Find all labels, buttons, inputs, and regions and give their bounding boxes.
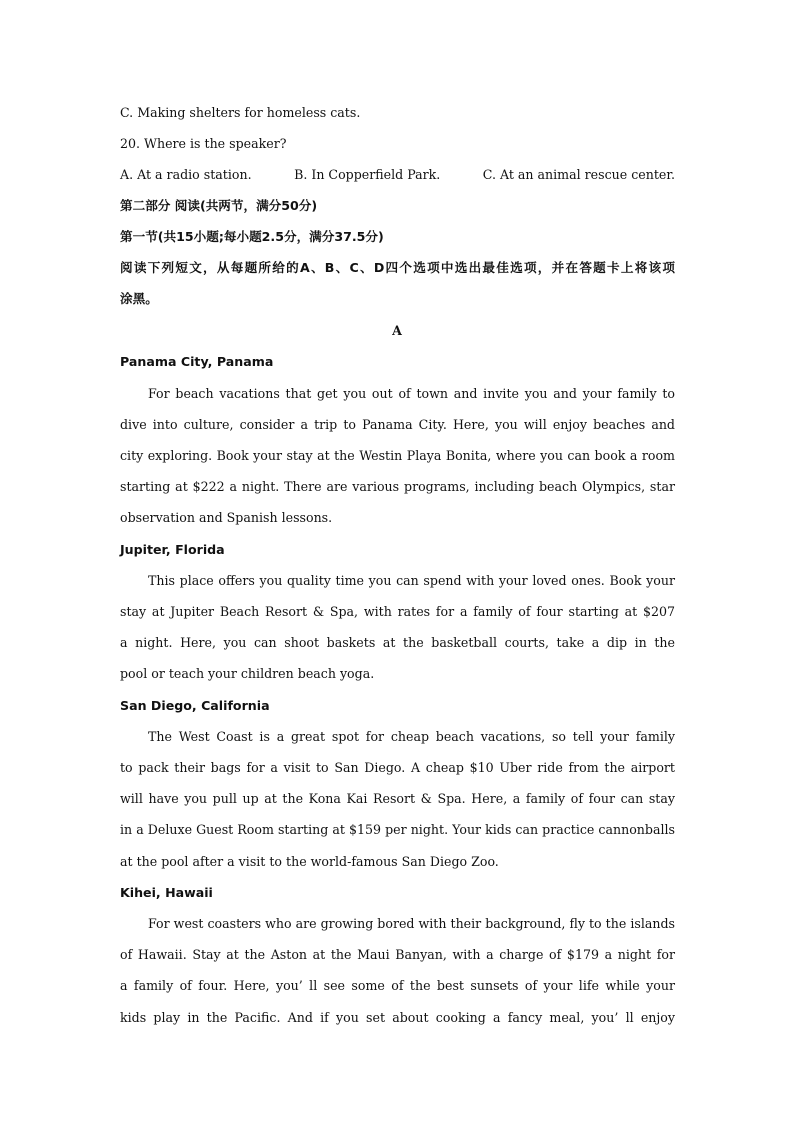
passage-line: of Hawaii. Stay at the Aston at the Maui Banyan, with a charge of $179 a night for: [120, 947, 675, 962]
passage-line: in a Deluxe Guest Room starting at $159 per night. Your kids can practice cannonballs: [120, 822, 675, 837]
q20-option-b: B. In Copperfield Park.: [294, 167, 441, 182]
q20-option-a: A. At a radio station.: [120, 167, 252, 182]
passage-line: The West Coast is a great spot for cheap beach vacations, so tell your family: [148, 729, 675, 744]
passage-heading-panama: Panama City, Panama: [120, 354, 274, 369]
passage-line: kids play in the Pacific. And if you set about cooking a fancy meal, you’ ll enjoy: [120, 1010, 675, 1025]
subsection-title: 第一节(共15小题;每小题2.5分，满分37.5分): [120, 229, 384, 244]
passage-line: For beach vacations that get you out of town and invite you and your family to: [148, 386, 675, 401]
passage-line: For west coasters who are growing bored with their background, fly to the islands: [148, 916, 675, 931]
passage-line: dive into culture, consider a trip to Panama City. Here, you will enjoy beaches and: [120, 417, 675, 432]
q19-option-c: C. Making shelters for homeless cats.: [120, 105, 361, 120]
instruction-line-2: 涂黑。: [120, 291, 158, 306]
part-title: 第二部分 阅读(共两节，满分50分): [120, 198, 318, 213]
passage-heading-jupiter: Jupiter, Florida: [120, 542, 225, 557]
instruction-line-1: 阅读下列短文，从每题所给的A、B、C、D四个选项中选出最佳选项，并在答题卡上将该项: [120, 260, 675, 275]
passage-line: stay at Jupiter Beach Resort & Spa, with rates for a family of four starting at $207: [120, 604, 675, 619]
passage-line: pool or teach your children beach yoga.: [120, 666, 375, 681]
passage-line: a night. Here, you can shoot baskets at the basketball courts, take a dip in the: [120, 635, 675, 650]
passage-line: will have you pull up at the Kona Kai Resort & Spa. Here, a family of four can stay: [120, 791, 675, 806]
passage-heading-kihei: Kihei, Hawaii: [120, 885, 213, 900]
q20-option-c: C. At an animal rescue center.: [482, 167, 675, 182]
q20-question: 20. Where is the speaker?: [120, 136, 287, 151]
passage-line: a family of four. Here, you’ ll see some of the best sunsets of your life while your: [120, 978, 675, 993]
passage-line: to pack their bags for a visit to San Diego. A cheap $10 Uber ride from the airport: [120, 760, 675, 775]
q20-options: [120, 165, 675, 185]
passage-label: A: [392, 323, 402, 338]
passage-heading-san-diego: San Diego, California: [120, 698, 270, 713]
passage-line: observation and Spanish lessons.: [120, 510, 333, 525]
passage-line: starting at $222 a night. There are various programs, including beach Olympics, star: [120, 479, 675, 494]
passage-line: city exploring. Book your stay at the Westin Playa Bonita, where you can book a room: [120, 448, 675, 463]
passage-line: This place offers you quality time you can spend with your loved ones. Book your: [148, 573, 675, 588]
passage-line: at the pool after a visit to the world-famous San Diego Zoo.: [120, 854, 499, 869]
